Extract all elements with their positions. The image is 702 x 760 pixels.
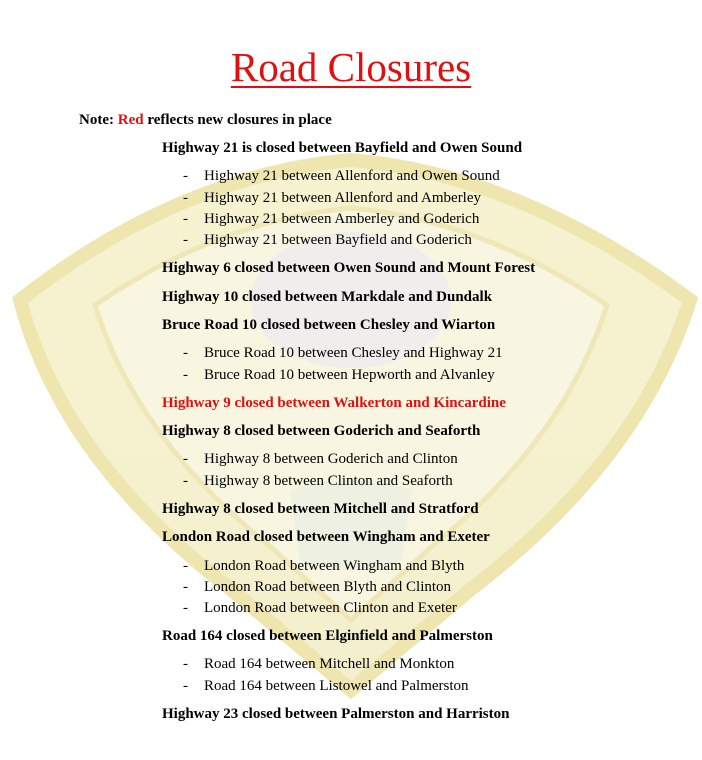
closure-segment: - Bruce Road 10 between Chesley and Highway 21 [183,345,503,361]
closure-heading: Bruce Road 10 closed between Chesley and Wiarton [162,317,496,333]
closure-heading: Road 164 closed between Elginfield and Palmerston [162,628,493,644]
closure-heading: Highway 10 closed between Markdale and Dundalk [162,289,493,305]
closure-segment: - Highway 21 between Allenford and Amberley [183,190,482,206]
closure-segment: - Bruce Road 10 between Hepworth and Alvanley [183,367,495,383]
closure-segment: - London Road between Blyth and Clinton [183,579,452,595]
closure-segment: - London Road between Clinton and Exeter [183,600,457,616]
closure-segment: - Road 164 between Mitchell and Monkton [183,656,455,672]
closure-segment: - Highway 8 between Clinton and Seaforth [183,473,453,489]
note-red-word: Red [117,112,144,128]
closure-segment: - Highway 21 between Bayfield and Goderich [183,232,472,248]
closure-segment: - Road 164 between Listowel and Palmerston [183,678,469,694]
legend-note [79,111,332,129]
closure-heading: Highway 8 closed between Goderich and Seaforth [162,423,481,439]
closure-segment: - Highway 8 between Goderich and Clinton [183,451,458,467]
closure-heading: London Road closed between Wingham and Exeter [162,529,490,545]
closure-heading-new: Highway 9 closed between Walkerton and Kincardine [162,395,506,411]
closure-segment: - Highway 21 between Allenford and Owen Sound [183,168,500,184]
closure-heading: Highway 23 closed between Palmerston and Harriston [162,706,510,722]
closure-segment: - Highway 21 between Amberley and Goderich [183,211,480,227]
note-suffix: reflects new closures in place [147,112,332,128]
closure-heading: Highway 6 closed between Owen Sound and Mount Forest [162,260,536,276]
note-prefix: Note: [79,112,114,128]
closure-segment: - London Road between Wingham and Blyth [183,558,465,574]
page-title: Road Closures [230,44,472,90]
closure-heading: Highway 8 closed between Mitchell and Stratford [162,501,479,517]
closure-heading: Highway 21 is closed between Bayfield and Owen Sound [162,140,523,156]
